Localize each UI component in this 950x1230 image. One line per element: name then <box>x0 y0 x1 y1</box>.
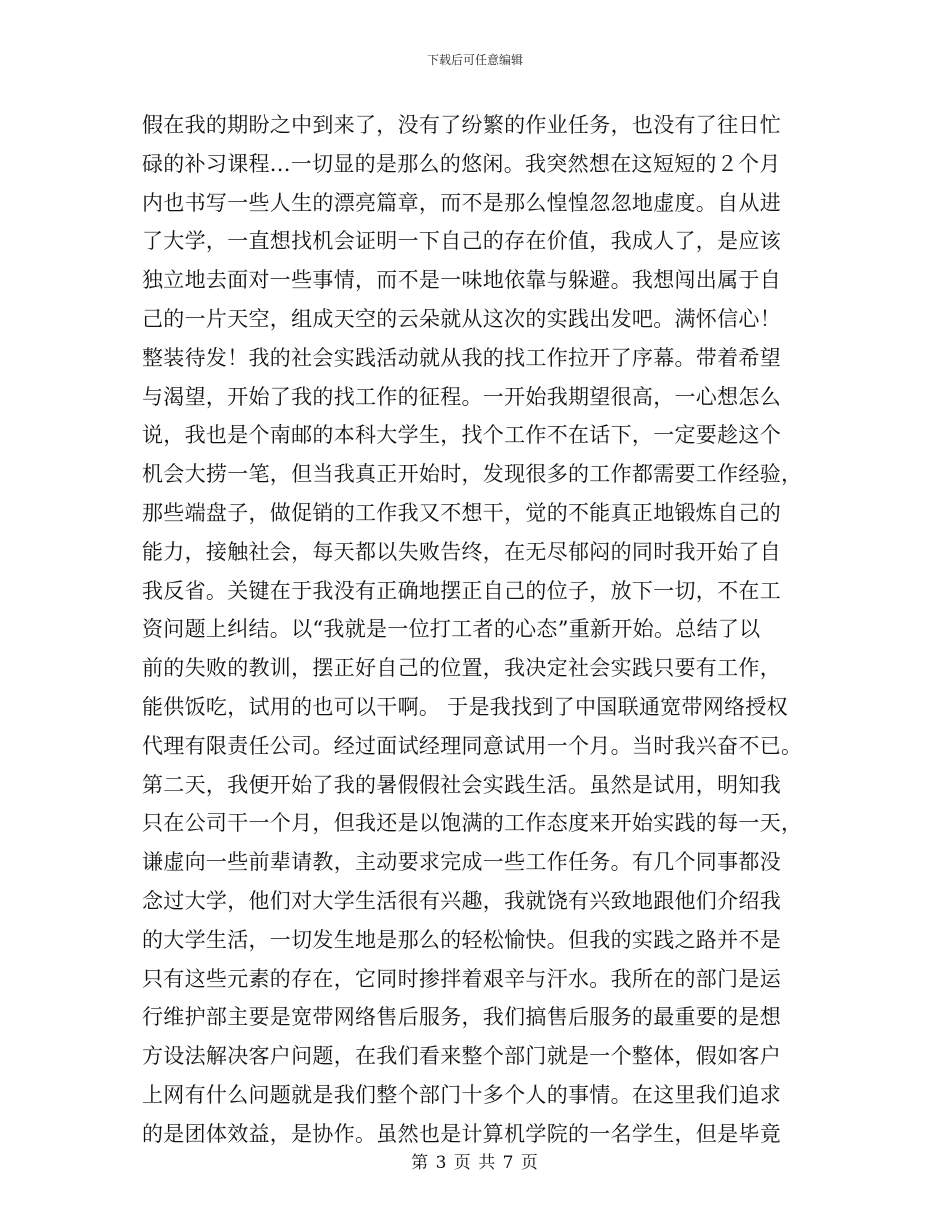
text-line: 资问题上纠结。以“我就是一位打工者的心态”重新开始。总结了以 <box>142 617 761 642</box>
text-line: 上网有什么问题就是我们整个部门十多个人的事情。在这里我们追求 <box>142 1082 781 1107</box>
page-header-note: 下载后可任意编辑 <box>426 53 523 67</box>
text-line: 说，我也是个南邮的本科大学生，找个工作不在话下，一定要趁这个 <box>142 423 781 448</box>
text-line: 的是团体效益，是协作。虽然也是计算机学院的一名学生，但是毕竟 <box>142 1121 781 1146</box>
text-line: 内也书写一些人生的漂亮篇章，而不是那么惶惶忽忽地虚度。自从进 <box>142 190 781 215</box>
text-line: 碌的补习课程...一切显的是那么的悠闲。我突然想在这短短的２个月 <box>142 151 781 176</box>
document-body <box>142 106 822 1154</box>
text-line: 假在我的期盼之中到来了，没有了纷繁的作业任务，也没有了往日忙 <box>142 113 781 137</box>
text-line: 念过大学，他们对大学生活很有兴趣，我就饶有兴致地跟他们介绍我 <box>142 888 781 913</box>
text-line: 的大学生活，一切发生地是那么的轻松愉快。但我的实践之路并不是 <box>142 927 781 952</box>
text-line: 第二天，我便开始了我的暑假假社会实践生活。虽然是试用，明知我 <box>142 772 781 797</box>
text-line: 方设法解决客户问题，在我们看来整个部门就是一个整体，假如客户 <box>142 1044 781 1069</box>
text-line: 那些端盘子，做促销的工作我又不想干，觉的不能真正地锻炼自己的 <box>142 500 781 525</box>
text-line: 行维护部主要是宽带网络售后服务，我们搞售后服务的最重要的是想 <box>142 1005 781 1030</box>
text-line: 独立地去面对一些事情，而不是一味地依靠与躲避。我想闯出属于自 <box>142 268 781 293</box>
text-line: 整装待发！我的社会实践活动就从我的找工作拉开了序幕。带着希望 <box>142 345 781 370</box>
text-line: 前的失败的教训，摆正好自己的位置，我决定社会实践只要有工作， <box>142 656 781 681</box>
text-line: 代理有限责任公司。经过面试经理同意试用一个月。当时我兴奋不已。 <box>142 733 803 758</box>
text-line: 只有这些元素的存在，它同时掺拌着艰辛与汗水。我所在的部门是运 <box>142 966 781 991</box>
text-line: 能供饭吃，试用的也可以干啊。 于是我找到了中国联通宽带网络授权 <box>142 694 788 719</box>
text-line: 能力，接触社会，每天都以失败告终，在无尽郁闷的同时我开始了自 <box>142 539 781 564</box>
text-line: 谦虚向一些前辈请教，主动要求完成一些工作任务。有几个同事都没 <box>142 850 781 875</box>
text-line: 只在公司干一个月，但我还是以饱满的工作态度来开始实践的每一天， <box>142 811 803 836</box>
text-line: 与渴望，开始了我的找工作的征程。一开始我期望很高，一心想怎么 <box>142 384 781 409</box>
text-line: 了大学，一直想找机会证明一下自己的存在价值，我成人了，是应该 <box>142 229 781 254</box>
text-line: 己的一片天空，组成天空的云朵就从这次的实践出发吧。满怀信心！ <box>142 306 781 331</box>
text-line: 我反省。关键在于我没有正确地摆正自己的位子，放下一切，不在工 <box>142 578 781 603</box>
page-number: 第 3 页 共 7 页 <box>411 1153 539 1173</box>
text-line: 机会大捞一笔，但当我真正开始时，发现很多的工作都需要工作经验， <box>142 462 803 487</box>
